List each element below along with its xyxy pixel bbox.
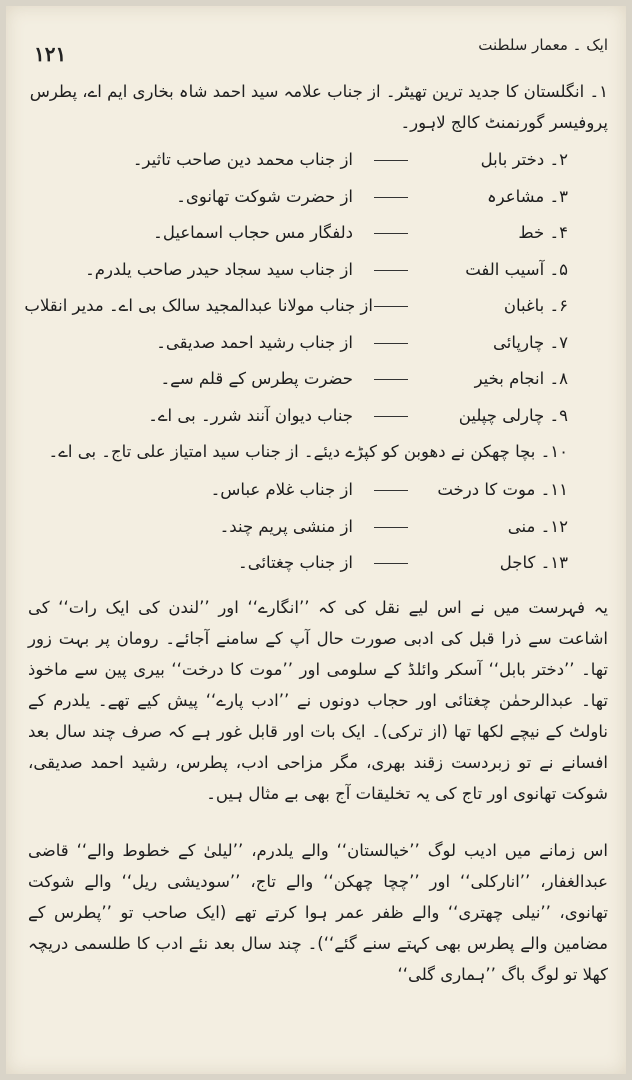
item-title: ۹۔ چارلی چپلین bbox=[458, 405, 568, 425]
item-title: ۳۔ مشاعرہ bbox=[487, 186, 568, 206]
dash-separator bbox=[374, 160, 408, 161]
item-author: از حضرت شوکت تھانوی۔ bbox=[176, 186, 353, 206]
item-title: ۱۱۔ موت کا درخت bbox=[437, 480, 568, 499]
dash-separator bbox=[374, 416, 408, 417]
body-paragraph: یہ فہرست میں نے اس لیے نقل کی کہ ’’انگارے‘‘ اور ’’لندن کی ایک رات‘‘ کی اشاعت سے ذرا قبل کی ادبی صورت حال آپ کے سامنے آجائے۔ رومان پر بہت زور تھا۔ ’’دختر بابل‘‘ آسکر وائلڈ کے سلومی اور ’’موت کا درخت‘‘ بیری پین سے ماخوذ تھا۔ عبدالرحمٰن چغتائی اور حجاب دونوں نے ’’ادب پارے‘‘ پیش کیے تھے۔ یلدرم کے ناولٹ کے نیچے لکھا تھا (از ترکی)۔ ایک بات اور قابل غور ہے کہ صرف چند سال بعد افسانے نے تو زبردست زقند بھری، مگر مزاحی ادب، پطرس، رشید احمد صدیقی، شوکت تھانوی اور تاج کی یہ تخلیقات آج بھی بے مثال ہیں۔ bbox=[28, 597, 608, 803]
dash-separator bbox=[374, 270, 408, 271]
list-item bbox=[28, 327, 608, 364]
item-author: از جناب سید سجاد حیدر صاحب یلدرم۔ bbox=[85, 259, 353, 279]
list-item bbox=[28, 254, 608, 291]
list-item bbox=[28, 511, 608, 548]
item-author: از جناب محمد دین صاحب تاثیر۔ bbox=[132, 150, 353, 169]
item-title: ۱۲۔ منی bbox=[507, 516, 568, 536]
list-item bbox=[28, 400, 608, 437]
item-text: ۱۰۔ بچا چھکن نے دھوبن کو کپڑے دیئے۔ از جناب سید امتیاز علی تاج۔ بی اے۔ bbox=[48, 442, 568, 461]
item-title: ۲۔ دختر بابل bbox=[480, 150, 568, 169]
list-item bbox=[28, 363, 608, 400]
item-title: ۶۔ باغبان bbox=[503, 296, 568, 315]
list-item bbox=[28, 144, 608, 181]
item-author: از جناب رشید احمد صدیقی۔ bbox=[156, 332, 353, 352]
page-header bbox=[6, 36, 626, 66]
dash-separator bbox=[374, 343, 408, 344]
list-item bbox=[28, 436, 608, 474]
book-page bbox=[6, 6, 626, 1074]
dash-separator bbox=[374, 490, 408, 491]
item-title: ۴۔ خط bbox=[518, 223, 568, 242]
running-head: ایک ۔ معمار سلطنت bbox=[478, 36, 608, 54]
item-title: ۵۔ آسیب الفت bbox=[465, 259, 568, 279]
list-intro-item: ۱۔ انگلستان کا جدید ترین تھیٹر۔ از جناب علامہ سید احمد شاہ بخاری ایم اے، پطرس پروفیسر گورنمنٹ کالج لاہور۔ bbox=[29, 82, 608, 132]
item-author: از جناب چغتائی۔ bbox=[238, 553, 353, 572]
dash-separator bbox=[374, 527, 408, 528]
item-author: از جناب غلام عباس۔ bbox=[210, 480, 353, 499]
list-item bbox=[24, 290, 608, 327]
dash-separator bbox=[374, 233, 408, 234]
dash-separator bbox=[374, 563, 408, 564]
item-title: ۷۔ چارپائی bbox=[493, 332, 568, 352]
dash-separator bbox=[374, 379, 408, 380]
page-number: ۱۲۱ bbox=[34, 42, 67, 66]
page-body bbox=[24, 76, 608, 990]
dash-separator bbox=[374, 197, 408, 198]
list-item bbox=[28, 181, 608, 218]
body-paragraph: اس زمانے میں ادیب لوگ ’’خیالستان‘‘ والے یلدرم، ’’لیلیٰ کے خطوط والے‘‘ قاضی عبدالغفار، ’’انارکلی‘‘ اور ’’چچا چھکن‘‘ والے تاج، ’’سودیشی ریل‘‘ والے شوکت تھانوی، ’’نیلی چھتری‘‘ والے ظفر عمر ہوا کرتے تھے (ایک صاحب تو ’’پطرس کے مضامین والے پطرس بھی کہتے سنے گئے‘‘)۔ چند سال بعد نئے ادب کا طلسمی دریچہ کھلا تو لوگ باگ ’’ہماری گلی‘‘ bbox=[28, 840, 608, 984]
list-item bbox=[28, 547, 608, 584]
dash-separator bbox=[374, 306, 408, 307]
item-author: جناب دیوان آنند شرر۔ بی اے۔ bbox=[148, 405, 353, 425]
contents-list bbox=[24, 144, 608, 584]
item-title: ۱۳۔ کاجل bbox=[499, 553, 568, 572]
item-author: حضرت پطرس کے قلم سے۔ bbox=[160, 369, 353, 388]
item-author: از جناب مولانا عبدالمجید سالک بی اے۔ مدیر انقلاب bbox=[24, 296, 373, 315]
item-title: ۸۔ انجام بخیر bbox=[474, 369, 568, 388]
list-item bbox=[28, 474, 608, 511]
list-item bbox=[28, 217, 608, 254]
item-author: دلفگار مس حجاب اسماعیل۔ bbox=[153, 223, 353, 242]
item-author: از منشی پریم چند۔ bbox=[219, 516, 353, 536]
